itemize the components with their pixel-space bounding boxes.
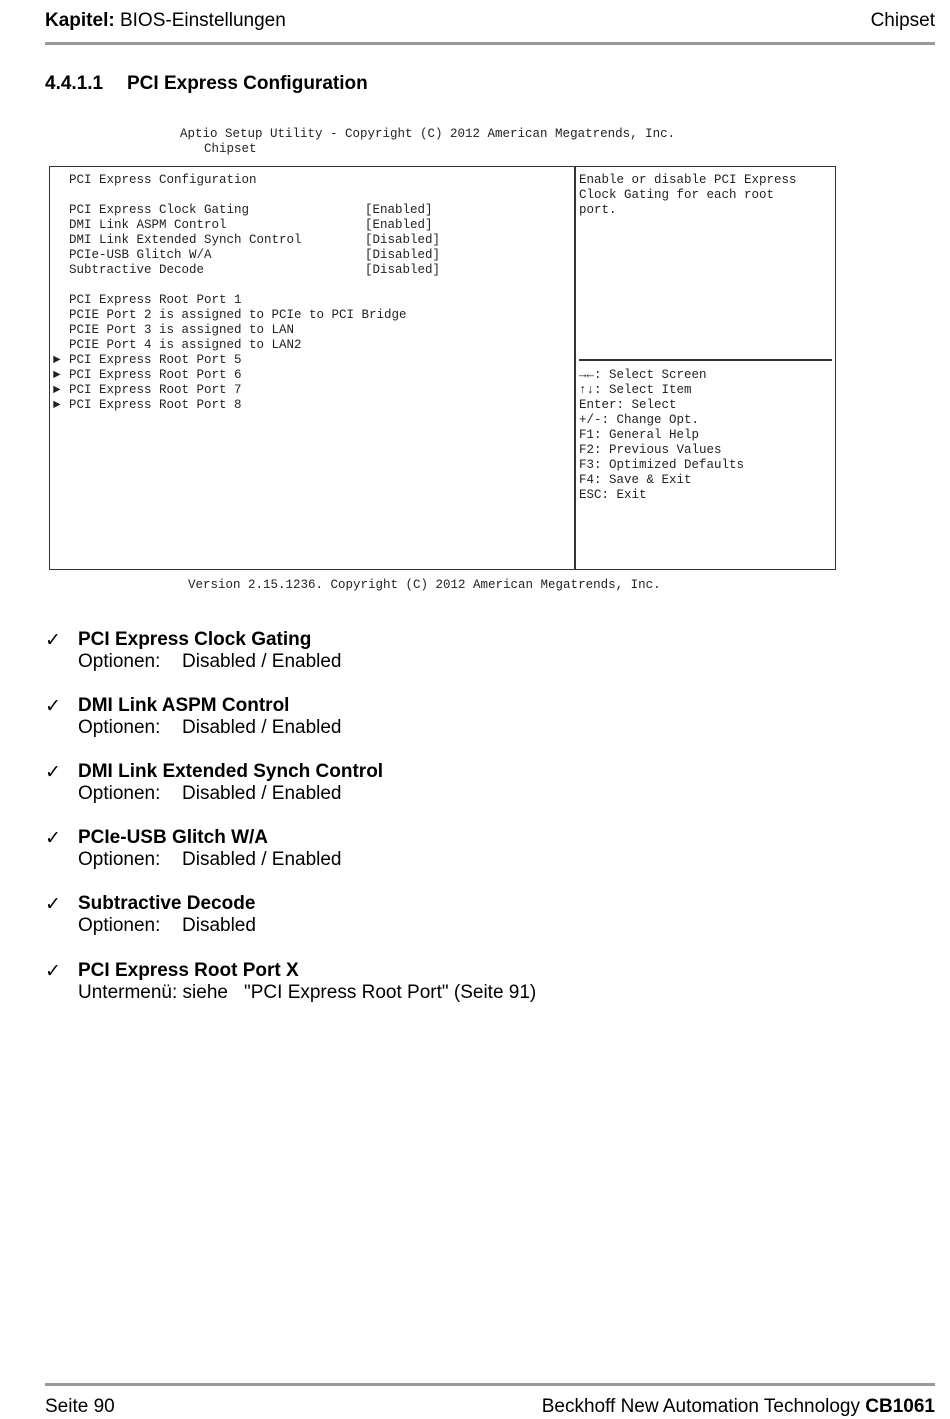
option-value: "PCI Express Root Port" (Seite 91) bbox=[244, 982, 537, 1003]
submenu-arrow-icon: ► bbox=[53, 368, 61, 382]
bios-setting-label: PCIE Port 4 is assigned to LAN2 bbox=[69, 338, 302, 352]
option-value: Disabled / Enabled bbox=[182, 849, 342, 870]
chapter-label: Kapitel: bbox=[45, 10, 115, 31]
option-key: Untermenü: siehe bbox=[78, 982, 228, 1003]
option-values bbox=[78, 915, 256, 937]
bios-setting-label: Subtractive Decode bbox=[69, 263, 205, 277]
option-key: Optionen: bbox=[78, 783, 161, 804]
submenu-arrow-icon: ► bbox=[53, 398, 61, 412]
bios-key-line: F4: Save & Exit bbox=[579, 473, 692, 487]
page-header bbox=[45, 0, 935, 44]
bios-version: Version 2.15.1236. Copyright (C) 2012 American Megatrends, Inc. bbox=[188, 578, 661, 592]
option-values bbox=[78, 651, 342, 673]
bios-key-legend bbox=[579, 368, 744, 503]
product-name: CB1061 bbox=[865, 1396, 935, 1417]
option-value: Disabled / Enabled bbox=[182, 717, 342, 738]
bios-setting-value[interactable]: [Disabled] bbox=[365, 233, 441, 247]
checkmark-icon: ✓ bbox=[45, 696, 61, 717]
bios-key-line: →←: Select Screen bbox=[579, 368, 707, 382]
chapter-name: BIOS-Einstellungen bbox=[119, 10, 286, 31]
submenu-arrow-icon: ► bbox=[53, 353, 61, 367]
option-title: PCI Express Clock Gating bbox=[78, 629, 312, 650]
option-values bbox=[78, 982, 536, 1004]
section-number: 4.4.1.1 bbox=[45, 73, 104, 94]
bios-help-line: Clock Gating for each root bbox=[579, 188, 775, 202]
submenu-arrow-icon: ► bbox=[53, 383, 61, 397]
section-name: Chipset bbox=[870, 10, 935, 31]
option-value: Disabled / Enabled bbox=[182, 651, 342, 672]
header-rule bbox=[45, 42, 935, 45]
checkmark-icon: ✓ bbox=[45, 630, 61, 651]
option-title: DMI Link Extended Synch Control bbox=[78, 761, 384, 782]
bios-setting-label: PCI Express Root Port 1 bbox=[69, 293, 242, 307]
section-heading bbox=[45, 73, 368, 95]
option-title: Subtractive Decode bbox=[78, 893, 256, 914]
option-values bbox=[78, 783, 342, 805]
bios-help-line: Enable or disable PCI Express bbox=[579, 173, 797, 187]
company-name: Beckhoff New Automation Technology bbox=[541, 1396, 860, 1417]
page-number: Seite 90 bbox=[45, 1396, 115, 1417]
option-title: PCIe-USB Glitch W/A bbox=[78, 827, 269, 848]
bios-setting-value[interactable]: [Disabled] bbox=[365, 263, 441, 277]
bios-key-line: Enter: Select bbox=[579, 398, 677, 412]
bios-setting-label: PCI Express Root Port 6 bbox=[69, 368, 242, 382]
bios-setting-label: PCI Express Root Port 7 bbox=[69, 383, 242, 397]
option-key: Optionen: bbox=[78, 651, 161, 672]
bios-key-line: +/-: Change Opt. bbox=[579, 413, 700, 427]
bios-help-separator bbox=[579, 359, 832, 361]
footer-rule bbox=[45, 1383, 935, 1386]
bios-title: Aptio Setup Utility - Copyright (C) 2012 American Megatrends, Inc. bbox=[180, 127, 676, 141]
option-value: Disabled bbox=[182, 915, 256, 936]
checkmark-icon: ✓ bbox=[45, 894, 61, 915]
checkmark-icon: ✓ bbox=[45, 961, 61, 982]
option-key: Optionen: bbox=[78, 849, 161, 870]
bios-key-line: ESC: Exit bbox=[579, 488, 647, 502]
option-title: PCI Express Root Port X bbox=[78, 960, 299, 981]
bios-setting-label: DMI Link ASPM Control bbox=[69, 218, 227, 232]
checkmark-icon: ✓ bbox=[45, 828, 61, 849]
section-title: PCI Express Configuration bbox=[127, 73, 368, 94]
bios-key-line: F1: General Help bbox=[579, 428, 700, 442]
option-value: Disabled / Enabled bbox=[182, 783, 342, 804]
bios-setting-value[interactable]: [Enabled] bbox=[365, 203, 433, 217]
chapter-title bbox=[45, 10, 286, 32]
bios-tab: Chipset bbox=[204, 142, 257, 156]
option-values bbox=[78, 849, 342, 871]
option-values bbox=[78, 717, 342, 739]
bios-setting-value[interactable]: [Enabled] bbox=[365, 218, 433, 232]
page-footer bbox=[45, 1383, 935, 1419]
bios-setting-label: PCI Express Root Port 5 bbox=[69, 353, 242, 367]
checkmark-icon: ✓ bbox=[45, 762, 61, 783]
bios-setting-label: PCIE Port 2 is assigned to PCIe to PCI Bridge bbox=[69, 308, 407, 322]
bios-key-line: F2: Previous Values bbox=[579, 443, 722, 457]
bios-help-line: port. bbox=[579, 203, 617, 217]
footer-brand bbox=[542, 1396, 935, 1418]
option-key: Optionen: bbox=[78, 915, 161, 936]
bios-setting-label: PCI Express Root Port 8 bbox=[69, 398, 242, 412]
bios-help-text bbox=[579, 173, 797, 218]
bios-setting-label: PCI Express Configuration bbox=[69, 173, 257, 187]
bios-setting-label: DMI Link Extended Synch Control bbox=[69, 233, 302, 247]
option-key: Optionen: bbox=[78, 717, 161, 738]
bios-setting-label: PCIe-USB Glitch W/A bbox=[69, 248, 212, 262]
bios-setting-value[interactable]: [Disabled] bbox=[365, 248, 441, 262]
bios-divider bbox=[574, 166, 576, 570]
bios-key-line: ↑↓: Select Item bbox=[579, 383, 692, 397]
option-title: DMI Link ASPM Control bbox=[78, 695, 290, 716]
bios-key-line: F3: Optimized Defaults bbox=[579, 458, 745, 472]
bios-setting-label: PCIE Port 3 is assigned to LAN bbox=[69, 323, 295, 337]
bios-setting-label: PCI Express Clock Gating bbox=[69, 203, 250, 217]
